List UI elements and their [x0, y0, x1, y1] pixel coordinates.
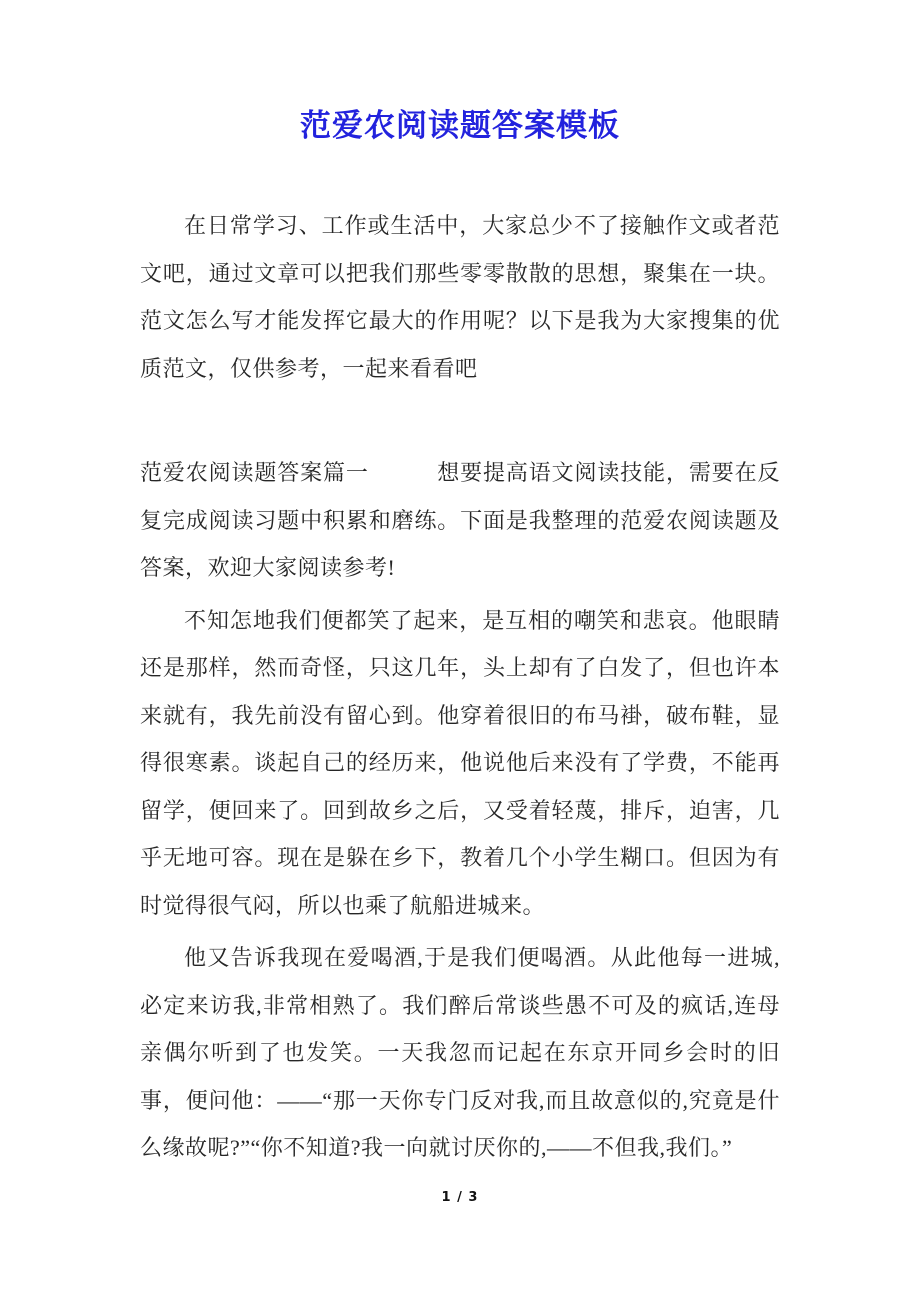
paragraph-body-1: 不知怎地我们便都笑了起来，是互相的嘲笑和悲哀。他眼睛还是那样，然而奇怪，只这几年，头上却有了白发了，但也许本来就有，我先前没有留心到。他穿着很旧的布马褂，破布鞋，显得很寒素。谈起自己的经历来，他说他后来没有了学费，不能再留学，便回来了。回到故乡之后，又受着轻蔑，排斥，迫害，几乎无地可容。现在是躲在乡下，教着几个小学生糊口。但因为有时觉得很气闷，所以也乘了航船进城来。: [140, 607, 780, 918]
page-number: 1 / 3: [441, 1190, 479, 1205]
paragraph-section-heading: 范爱农阅读题答案篇一 想要提高语文阅读技能，需要在反复完成阅读习题中积累和磨练。下面是我整理的范爱农阅读题及答案，欢迎大家阅读参考!: [140, 460, 780, 580]
document-title: 范爱农阅读题答案模板: [300, 108, 620, 143]
paragraph-body-2: 他又告诉我现在爱喝酒,于是我们便喝酒。从此他每一进城,必定来访我,非常相熟了。我们醉后常谈些愚不可及的疯话,连母亲偶尔听到了也发笑。一天我忽而记起在东京开同乡会时的旧事，便问他：——“那一天你专门反对我,而且故意似的,究竟是什么缘故呢?”“你不知道?我一向就讨厌你的,——不但我,我们。”: [140, 945, 780, 1160]
blank-line: [140, 397, 780, 449]
paragraph-intro: 在日常学习、工作或生活中，大家总少不了接触作文或者范文吧，通过文章可以把我们那些零零散散的思想，聚集在一块。范文怎么写才能发挥它最大的作用呢？以下是我为大家搜集的优质范文，仅供参考，一起来看看吧: [140, 213, 780, 381]
